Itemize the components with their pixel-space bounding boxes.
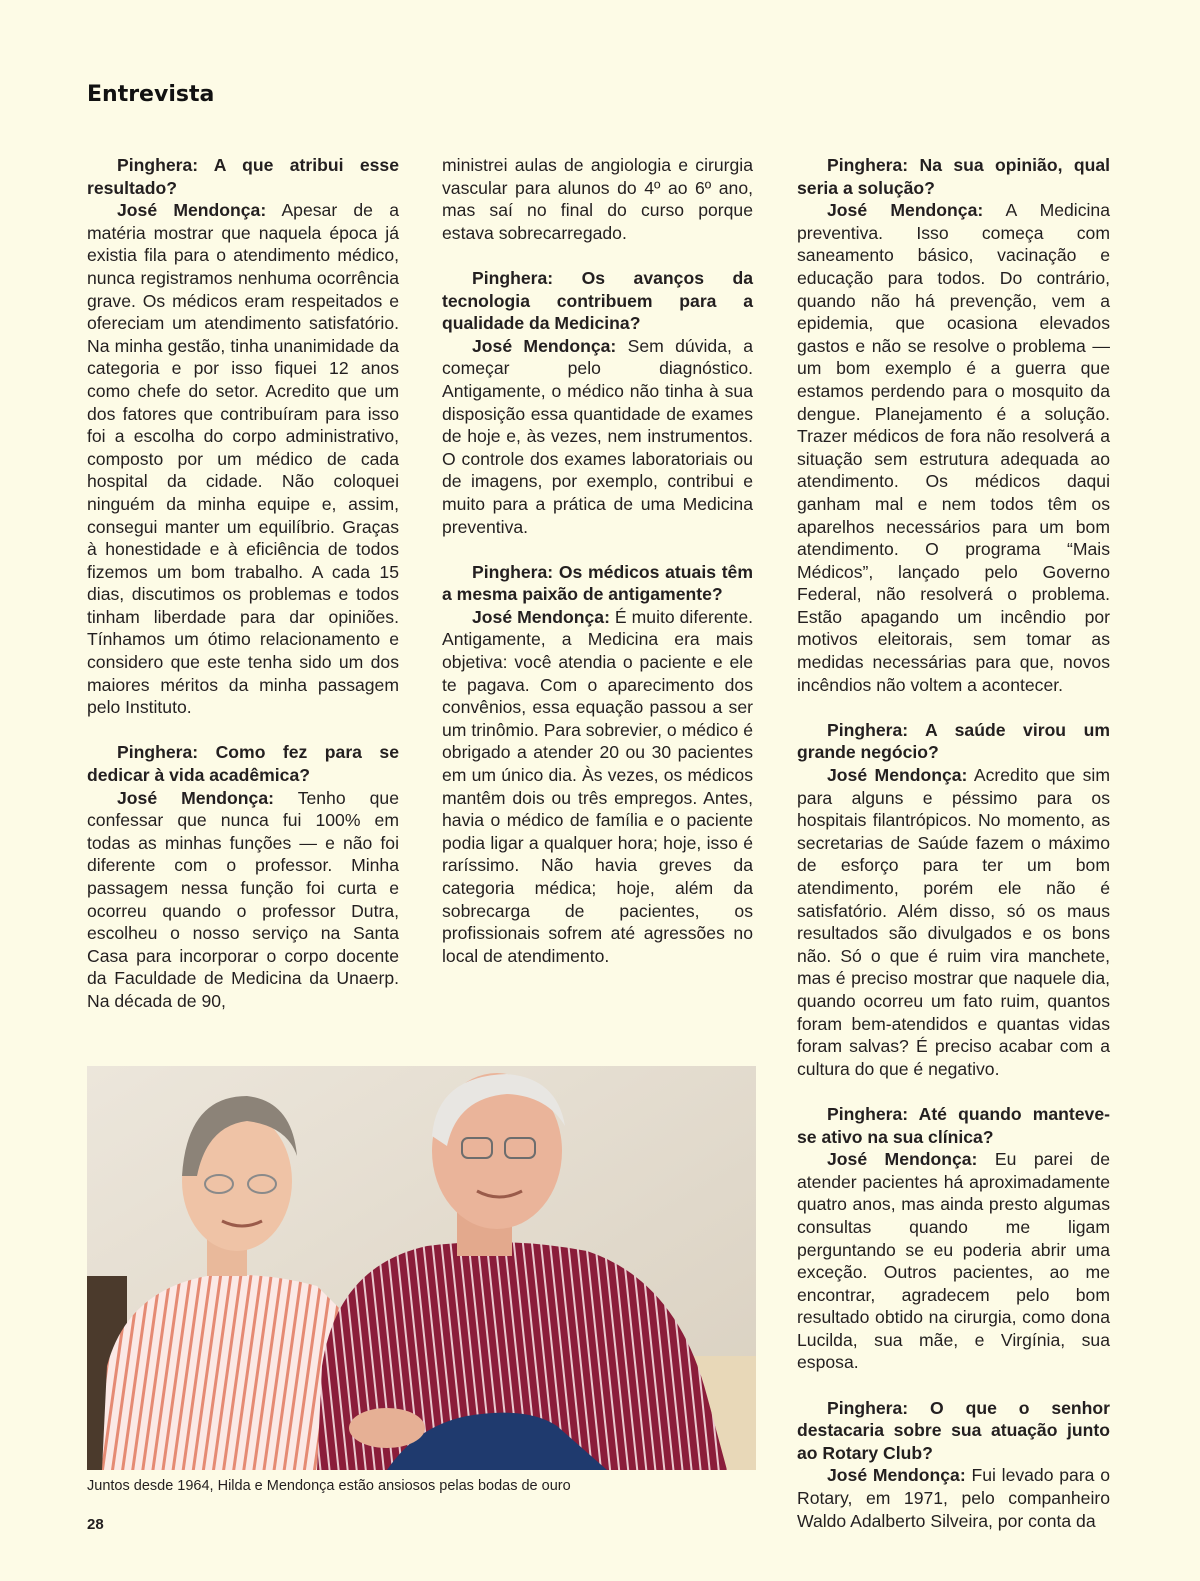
qa-block [87,741,399,1012]
question: Pinghera: Até quando manteve-se ativo na sua clínica? [797,1103,1110,1147]
answer-text: Fui levado para o Rotary, em 1971, pelo companheiro Waldo Adalberto Silveira, por conta da [797,1465,1110,1531]
page-number: 28 [87,1516,104,1533]
qa-block [442,267,753,538]
continued-text: ministrei aulas de angiologia e cirurgia vascular para alunos do 4º ao 6º ano, mas saí no final do curso porque estava sobrecarregado. [442,155,753,243]
question: Pinghera: Os médicos atuais têm a mesma paixão de antigamente? [442,561,753,605]
speaker: José Mendonça: [827,765,968,786]
qa-block [797,1397,1110,1533]
speaker: José Mendonça: [827,1149,978,1170]
question: Pinghera: A que atribui esse resultado? [87,155,399,198]
answer [797,1148,1110,1374]
answer-text: Acredito que sim para alguns e péssimo para os hospitais filantrópicos. No momento, as secretarias de Saúde fazem o máximo de esforço para ter um bom atendimento, porém ele não é satisfatório. Além disso, só os maus resultados são divulgados e os bons não. Só o que é ruim vira manchete, mas é preciso mostrar que naquele dia, quando ocorreu um fato ruim, quantos foram bem-atendidos e quantas vidas foram salvas? É preciso acabar com a cultura do que é negativo. [797,765,1110,1079]
answer-text: É muito diferente. Antigamente, a Medicina era mais objetiva: você atendia o paciente e ele te pagava. Com o aparecimento dos convênios, essa equação passou a ser um trinômio. Para sobrevier, o médico é obrigado a atender 20 ou 30 pacientes em um único dia. Às vezes, os médicos mantêm dois ou três empregos. Antes, havia o médico de família e o paciente podia ligar a qualquer hora; hoje, isso é raríssimo. Não havia greves da categoria médica; hoje, além da sobrecarga de pacientes, os profissionais sofrem até agressões no local de atendimento. [442,606,753,966]
speaker: José Mendonça: [117,787,274,808]
answer [87,199,399,719]
section-label: Entrevista [87,82,215,107]
answer-text: Tenho que confessar que nunca fui 100% em todas as minhas funções — e não foi diferente com o professor. Minha passagem nessa função foi curta e ocorreu quando o professor Dutra, escolheu o nosso serviço na Santa Casa para incorporar o corpo docente da Faculdade de Medicina da Unaerp. Na década de 90, [87,787,399,1011]
question: Pinghera: O que o senhor destacaria sobre sua atuação junto ao Rotary Club? [797,1397,1110,1463]
answer [442,606,753,968]
speaker: José Mendonça: [472,606,610,627]
question: Pinghera: A saúde virou um grande negócio? [797,719,1110,763]
answer-text: Sem dúvida, a começar pelo diagnóstico. Antigamente, o médico não tinha à sua disposição essa quantidade de exames de hoje e, às vezes, nem instrumentos. O controle dos exames laboratoriais ou de imagens, por exemplo, contribui e muito para a prática de uma Medicina preventiva. [442,335,753,537]
answer [87,787,399,1013]
qa-block [797,154,1110,696]
speaker: José Mendonça: [117,200,267,221]
couple-photo [87,1066,756,1470]
answer [797,199,1110,696]
qa-block [797,1103,1110,1374]
article-column-3 [797,154,1110,1555]
speaker: José Mendonça: [472,335,617,356]
question: Pinghera: Como fez para se dedicar à vida acadêmica? [87,742,399,786]
answer-text: A Medicina preventiva. Isso começa com saneamento básico, vacinação e educação para todos. Do contrário, quando não há prevenção, vem a epidemia, que ocasiona elevados gastos e não se resolve o problema — um bom exemplo é a guerra que estamos perdendo para o mosquito da dengue. Planejamento é a solução. Trazer médicos de fora não resolverá a situação sem estrutura adequada ao atendimento. Os médicos daqui ganham mal e nem todos têm os aparelhos necessários para um bom atendimento. O programa “Mais Médicos”, lançado pelo Governo Federal, não resolverá o problema. Estão apagando um incêndio por motivos eleitorais, sem tomar as medidas necessárias para que, novos incêndios não voltem a acontecer. [797,200,1110,695]
answer-text: Apesar de a matéria mostrar que naquela época já existia fila para o atendimento médico, nunca registramos nenhuma ocorrência grave. Os médicos eram respeitados e ofereciam um atendimento satisfatório. Na minha gestão, tinha unanimidade da categoria e por isso fiquei 12 anos como chefe do setor. Acredito que um dos fatores que contribuíram para isso foi a escolha do corpo administrativo, composto por um médico de cada hospital da cidade. Não coloquei ninguém da minha equipe e, assim, consegui manter um equilíbrio. Graças à honestidade e à eficiência de todos fizemos um bom trabalho. A cada 15 dias, discutimos os problemas e todos tinham liberdade para dar opiniões. Tínhamos um ótimo relacionamento e considero que este tenha sido um dos maiores méritos da minha passagem pelo Instituto. [87,200,399,718]
qa-block [87,154,399,719]
question: Pinghera: Na sua opinião, qual seria a solução? [797,155,1110,198]
answer-text: Eu parei de atender pacientes há aproximadamente quatro anos, mas ainda presto algumas consultas quando me ligam perguntando se eu poderia abrir uma exceção. Outros pacientes, ao me encontrar, agradecem pelo bom resultado obtido na cirurgia, como dona Lucilda, sua mãe, e Virgínia, sua esposa. [797,1149,1110,1373]
article-column-2 [442,154,753,990]
qa-block [442,561,753,968]
answer [442,335,753,538]
question: Pinghera: Os avanços da tecnologia contribuem para a qualidade da Medicina? [442,267,753,334]
answer [797,764,1110,1080]
qa-block [797,719,1110,1081]
speaker: José Mendonça: [827,1465,966,1486]
speaker: José Mendonça: [827,200,984,221]
photo-illustration [87,1066,756,1470]
answer [797,1464,1110,1532]
article-column-1 [87,154,399,1035]
photo-caption: Juntos desde 1964, Hilda e Mendonça estão ansiosos pelas bodas de ouro [87,1478,571,1494]
